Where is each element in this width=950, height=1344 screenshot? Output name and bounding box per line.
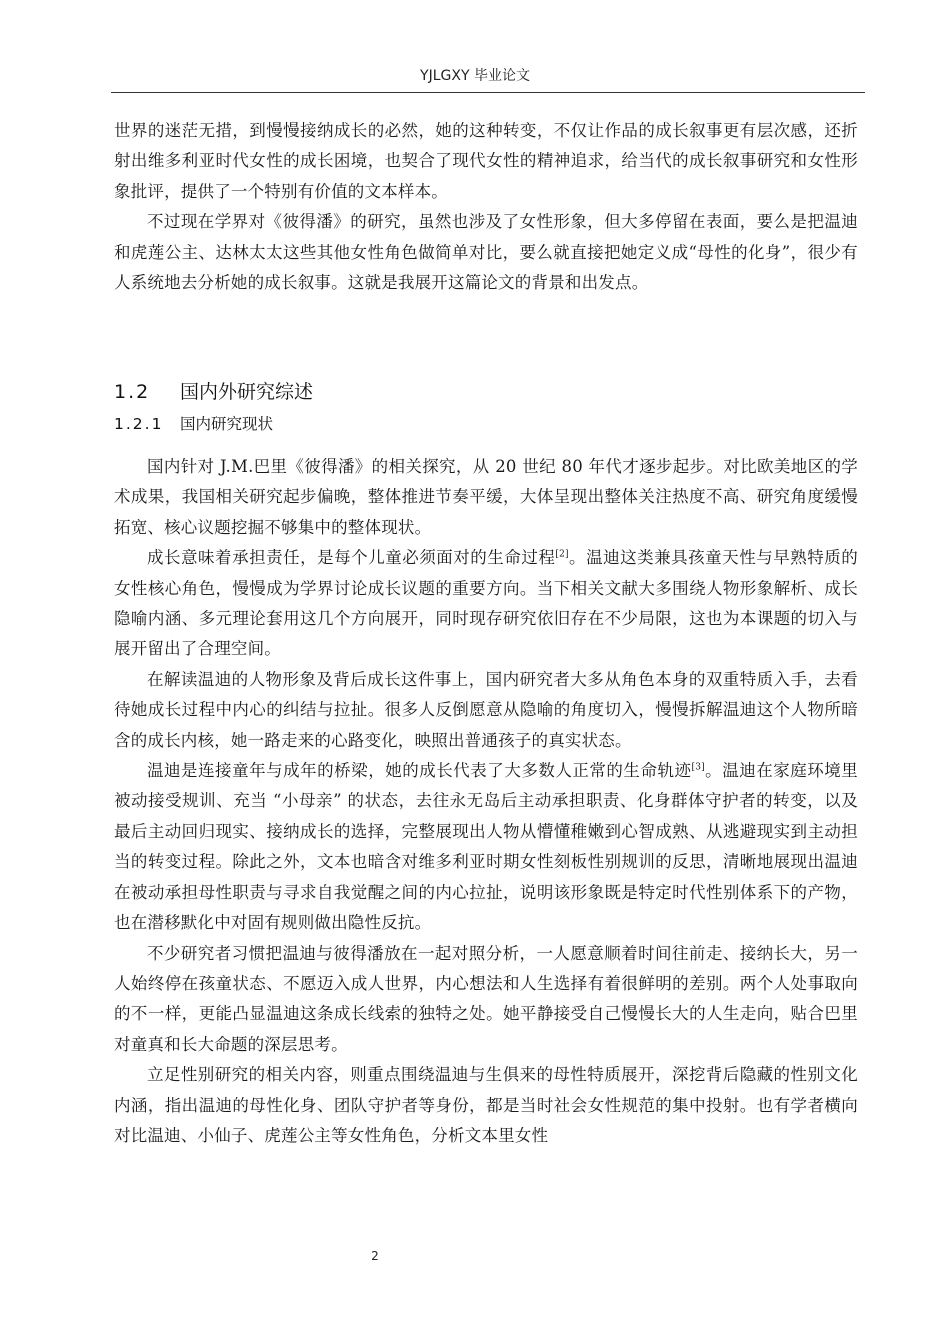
paragraph-review-4 — [114, 756, 858, 938]
section-title: 国内外研究综述 — [180, 381, 314, 403]
paragraph-background: 不过现在学界对《彼得潘》的研究，虽然也涉及了女性形象，但大多停留在表面，要么是把温迪和虎莲公主、达林太太这些其他女性角色做简单对比，要么就直接把她定义成“母性的化身”，很少有人系统地去分析她的成长叙事。这就是我展开这篇论文的背景和出发点。 — [114, 212, 858, 293]
page-number: 2 — [371, 1249, 379, 1263]
header-divider — [111, 92, 865, 93]
subsection-number: 1.2.1 — [114, 415, 164, 433]
intro-block — [114, 116, 858, 298]
paragraph-text: 温迪是连接童年与成年的桥梁，她的成长代表了大多数人正常的生命轨迹 — [147, 761, 692, 781]
review-block — [114, 452, 858, 1151]
section-heading — [114, 378, 313, 406]
paragraph-continued: 世界的迷茫无措，到慢慢接纳成长的必然，她的这种转变，不仅让作品的成长叙事更有层次感，还折射出维多利亚时代女性的成长困境，也契合了现代女性的精神追求，给当代的成长叙事研究和女性形象批评，提供了一个特别有价值的文本样本。 — [114, 121, 858, 201]
running-header: YJLGXY 毕业论文 — [420, 68, 530, 84]
paragraph-review-5: 不少研究者习惯把温迪与彼得潘放在一起对照分析，一人愿意顺着时间往前走、接纳长大，另一人始终停在孩童状态、不愿迈入成人世界，内心想法和人生选择有着很鲜明的差别。两个人处事取向的不一样，更能凸显温迪这条成长线索的独特之处。她平静接受自己慢慢长大的人生走向，贴合巴里对童真和长大命题的深层思考。 — [114, 943, 858, 1054]
paragraph-text: 成长意味着承担责任，是每个儿童必须面对的生命过程 — [147, 548, 556, 568]
citation-ref: [2] — [555, 549, 569, 560]
section-number: 1.2 — [114, 381, 151, 403]
paragraph-review-3: 在解读温迪的人物形象及背后成长这件事上，国内研究者大多从角色本身的双重特质入手，去看待她成长过程中内心的纠结与拉扯。很多人反倒愿意从隐喻的角度切入，慢慢拆解温迪这个人物所暗含的成长内核，她一路走来的心路变化，映照出普通孩子的真实状态。 — [114, 669, 858, 750]
subsection-heading — [114, 411, 273, 437]
paragraph-review-6: 立足性别研究的相关内容，则重点围绕温迪与生俱来的母性特质展开，深挖背后隐藏的性别文化内涵，指出温迪的母性化身、团队守护者等身份，都是当时社会女性规范的集中投射。也有学者横向对比温迪、小仙子、虎莲公主等女性角色，分析文本里女性 — [114, 1065, 858, 1145]
paragraph-review-1: 国内针对 J.M.巴里《彼得潘》的相关探究，从 20 世纪 80 年代才逐步起步。对比欧美地区的学术成果，我国相关研究起步偏晚，整体推进节奏平缓，大体呈现出整体关注热度不高、研究角度缓慢拓宽、核心议题挖掘不够集中的整体现状。 — [114, 457, 858, 537]
paragraph-text: 。温迪这类兼具孩童天性与早熟特质的女性核心角色，慢慢成为学界讨论成长议题的重要方向。当下相关文献大多围绕人物形象解析、成长隐喻内涵、多元理论套用这几个方向展开，同时现存研究依旧存在不少局限，这也为本课题的切入与展开留出了合理空间。 — [114, 548, 858, 659]
citation-ref: [3] — [691, 762, 705, 773]
subsection-title: 国内研究现状 — [180, 415, 274, 433]
paragraph-review-2 — [114, 543, 858, 665]
paragraph-text: 。温迪在家庭环境里被动接受规训、充当 “小母亲” 的状态，去往永无岛后主动承担职责、化身群体守护者的转变，以及最后主动回归现实、接纳成长的选择，完整展现出人物从懵懂稚嫩到心智成熟、从逃避现实到主动担当的转变过程。除此之外，文本也暗含对维多利亚时期女性刻板性别规训的反思，清晰地展现出温迪在被动承担母性职责与寻求自我觉醒之间的内心拉扯，说明该形象既是特定时代性别体系下的产物，也在潜移默化中对固有规则做出隐性反抗。 — [114, 761, 858, 933]
